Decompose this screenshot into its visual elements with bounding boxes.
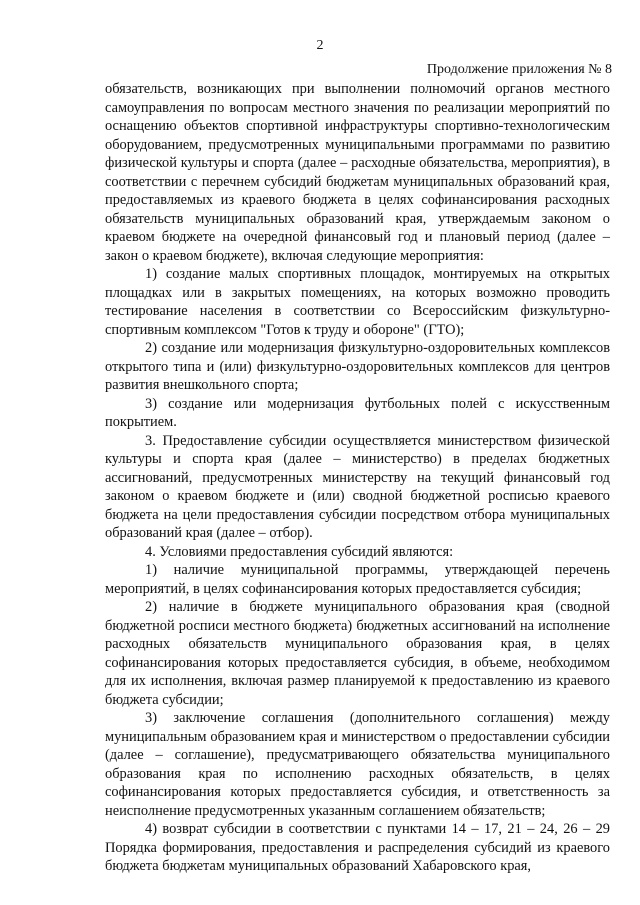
condition-1: 1) наличие муниципальной программы, утверждающей перечень мероприятий, в целях софинансирования которых предоставляется субсидия; — [105, 562, 610, 597]
page-number: 2 — [316, 38, 324, 53]
list-item-1: 1) создание малых спортивных площадок, монтируемых на открытых площадках или в закрытых помещениях, на которых возможно проводить тестирование населения в соответствии со Всероссийским физкультурно-спортивным комплексом "Готов к труду и обороне" (ГТО); — [105, 266, 610, 338]
appendix-continuation-note: Продолжение приложения № 8 — [426, 62, 612, 77]
list-item-2: 2) создание или модернизация физкультурно-оздоровительных комплексов открытого типа и (или) физкультурно-оздоровительных комплексов для центров развития внешкольного спорта; — [105, 340, 610, 393]
list-item-3: 3) создание или модернизация футбольных полей с искусственным покрытием. — [105, 395, 610, 430]
condition-2: 2) наличие в бюджете муниципального образования края (сводной бюджетной росписи местного бюджета) бюджетных ассигнований на исполнение расходных обязательств муниципального образования края, в целях софинансирования которых предоставляется субсидия, в объеме, необходимом для их исполнения, включая размер планируемой к предоставлению из краевого бюджета субсидии; — [105, 599, 610, 708]
paragraph-continuation: обязательств, возникающих при выполнении полномочий органов местного самоуправления по вопросам местного значения по реализации мероприятий по оснащению объектов спортивной инфраструктуры спортивно-технологическим оборудованием, предусмотренных муниципальными программами по развитию физической культуры и спорта (далее – расходные обязательства, мероприятия), в соответствии с перечнем субсидий бюджетам муниципальных образований края, предоставляемых из краевого бюджета в целях софинансирования расходных обязательств муниципальных образований края, утверждаемым законом о краевом бюджете на очередной финансовый год и плановый период (далее – закон о краевом бюджете), включая следующие мероприятия: — [105, 81, 610, 264]
clause-3: 3. Предоставление субсидии осуществляется министерством физической культуры и спорта края (далее – министерство) в пределах бюджетных ассигнований, предусмотренных министерству на текущий финансовый год законом о краевом бюджете и (или) сводной бюджетной росписью краевого бюджета на цели предоставления субсидии посредством отбора муниципальных образований края (далее – отбор). — [105, 432, 610, 541]
condition-3: 3) заключение соглашения (дополнительного соглашения) между муниципальным образованием края и министерством о предоставлении субсидии (далее – соглашение), предусматривающего обязательства муниципального образования края по исполнению расходных обязательств, в целях софинансирования которых предоставляется субсидия, и ответственность за неисполнение предусмотренных указанным соглашением обязательств; — [105, 710, 610, 819]
clause-4: 4. Условиями предоставления субсидий являются: — [145, 543, 454, 560]
condition-4: 4) возврат субсидии в соответствии с пунктами 14 – 17, 21 – 24, 26 – 29 Порядка формирования, предоставления и распределения субсидий из краевого бюджета бюджетам муниципальных образований Хабаровского края, — [105, 821, 610, 874]
document-body — [105, 80, 610, 876]
